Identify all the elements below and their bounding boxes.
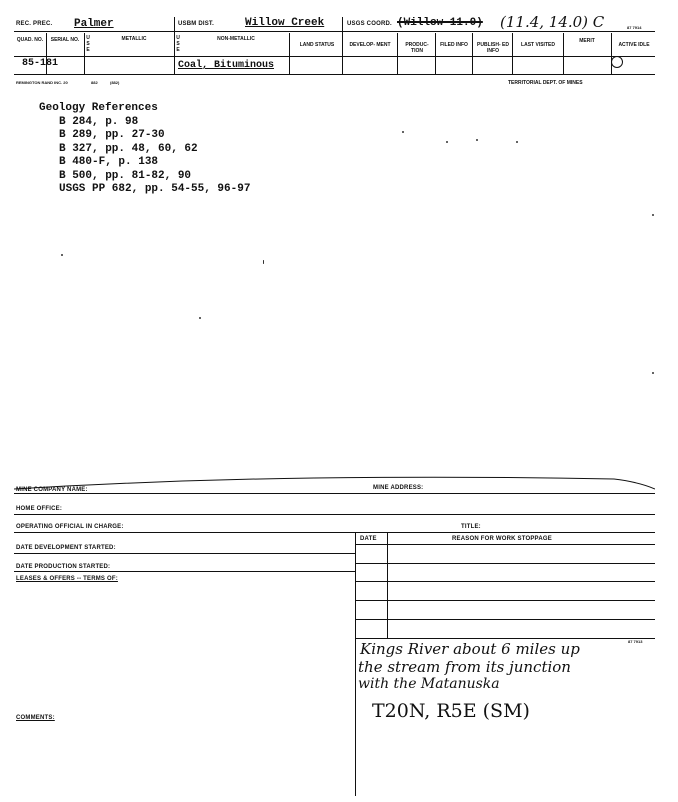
date-production-label: DATE PRODUCTION STARTED:: [16, 564, 111, 570]
col-use-metallic: U S E: [86, 35, 90, 53]
stoppage-divider: [355, 532, 356, 796]
serial-value: 85-181: [22, 58, 59, 69]
scan-speck: [199, 317, 201, 319]
form-number-top: 87 7914: [627, 25, 642, 30]
scan-speck: [516, 141, 518, 143]
col-development: DEVELOP- MENT: [349, 42, 391, 48]
handwritten-location: T20N, R5E (SM): [372, 700, 530, 722]
reference-item: B 327, pp. 48, 60, 62: [59, 142, 198, 155]
scan-speck: [652, 372, 654, 374]
form-top-border: [14, 472, 655, 492]
col-last-visited: LAST VISITED: [521, 42, 555, 48]
scan-speck: [402, 131, 404, 133]
home-office-label: HOME OFFICE:: [16, 506, 63, 512]
references-title: Geology References: [39, 102, 158, 114]
col-merit: MERIT: [579, 38, 595, 44]
reference-item: USGS PP 682, pp. 54-55, 96-97: [59, 183, 251, 195]
geology-references: [39, 102, 250, 197]
handwritten-note-line3: with the Matanuska: [358, 676, 500, 692]
scan-speck: [61, 254, 63, 256]
handwritten-note-line2: the stream from its junction: [358, 658, 571, 676]
reference-item: B 500, pp. 81-82, 90: [59, 169, 192, 182]
printer-line: REMINGTON RAND INC. 20: [16, 80, 68, 85]
usgs-coord-value: (11.4, 14.0) C: [500, 13, 605, 31]
usgs-coord-struck: (Willow 11.0): [397, 17, 483, 29]
col-metallic: METALLIC: [121, 36, 147, 42]
scan-speck: [652, 214, 654, 216]
printer-code-a: 882: [91, 80, 98, 85]
department-label: TERRITORIAL DEPT. OF MINES: [508, 80, 583, 86]
date-development-label: DATE DEVELOPMENT STARTED:: [16, 545, 116, 551]
mine-address-label: MINE ADDRESS:: [373, 485, 424, 491]
stoppage-date-header: DATE: [360, 536, 377, 542]
scan-speck: [446, 141, 448, 143]
col-published-info: PUBLISH- ED INFO: [477, 42, 509, 54]
usbm-dist-value: Willow Creek: [245, 17, 325, 29]
stoppage-reason-header: REASON FOR WORK STOPPAGE: [452, 536, 552, 542]
col-production: PRODUC- TION: [405, 42, 429, 54]
col-active-idle: ACTIVE IDLE: [618, 42, 650, 48]
usbm-dist-label: USBM DIST.: [178, 21, 215, 27]
reference-item: B 289, pp. 27-30: [59, 129, 165, 141]
non-metallic-value: Coal, Bituminous: [178, 60, 275, 71]
col-filed-info: FILED INFO: [440, 42, 468, 48]
col-use-non-metallic: U S E: [176, 35, 180, 53]
rec-prec-label: REC. PREC.: [16, 21, 53, 27]
operating-official-label: OPERATING OFFICIAL IN CHARGE:: [16, 524, 124, 530]
col-non-metallic: NON-METALLIC: [217, 36, 255, 42]
handwritten-note-line1: Kings River about 6 miles up: [360, 640, 580, 658]
comments-label: COMMENTS:: [16, 715, 55, 721]
mine-company-name-label: MINE COMPANY NAME:: [16, 487, 88, 493]
printer-code-b: (882): [110, 80, 120, 85]
rec-prec-value: Palmer: [74, 18, 114, 30]
col-serial-no: SERIAL NO.: [50, 37, 80, 43]
leases-label: LEASES & OFFERS -- TERMS OF:: [16, 576, 118, 582]
form-number-bottom: 87 7913: [628, 639, 643, 644]
reference-item: B 480-F, p. 138: [59, 156, 159, 168]
usgs-coord-label: USGS COORD.: [347, 21, 392, 27]
title-label: TITLE:: [461, 524, 481, 530]
col-land-status: LAND STATUS: [299, 42, 335, 48]
scan-speck: [263, 260, 264, 264]
col-quad-no: QUAD. NO.: [16, 37, 44, 43]
active-idle-marker: [611, 56, 623, 68]
reference-item: B 284, p. 98: [59, 115, 139, 128]
scan-speck: [476, 139, 478, 141]
